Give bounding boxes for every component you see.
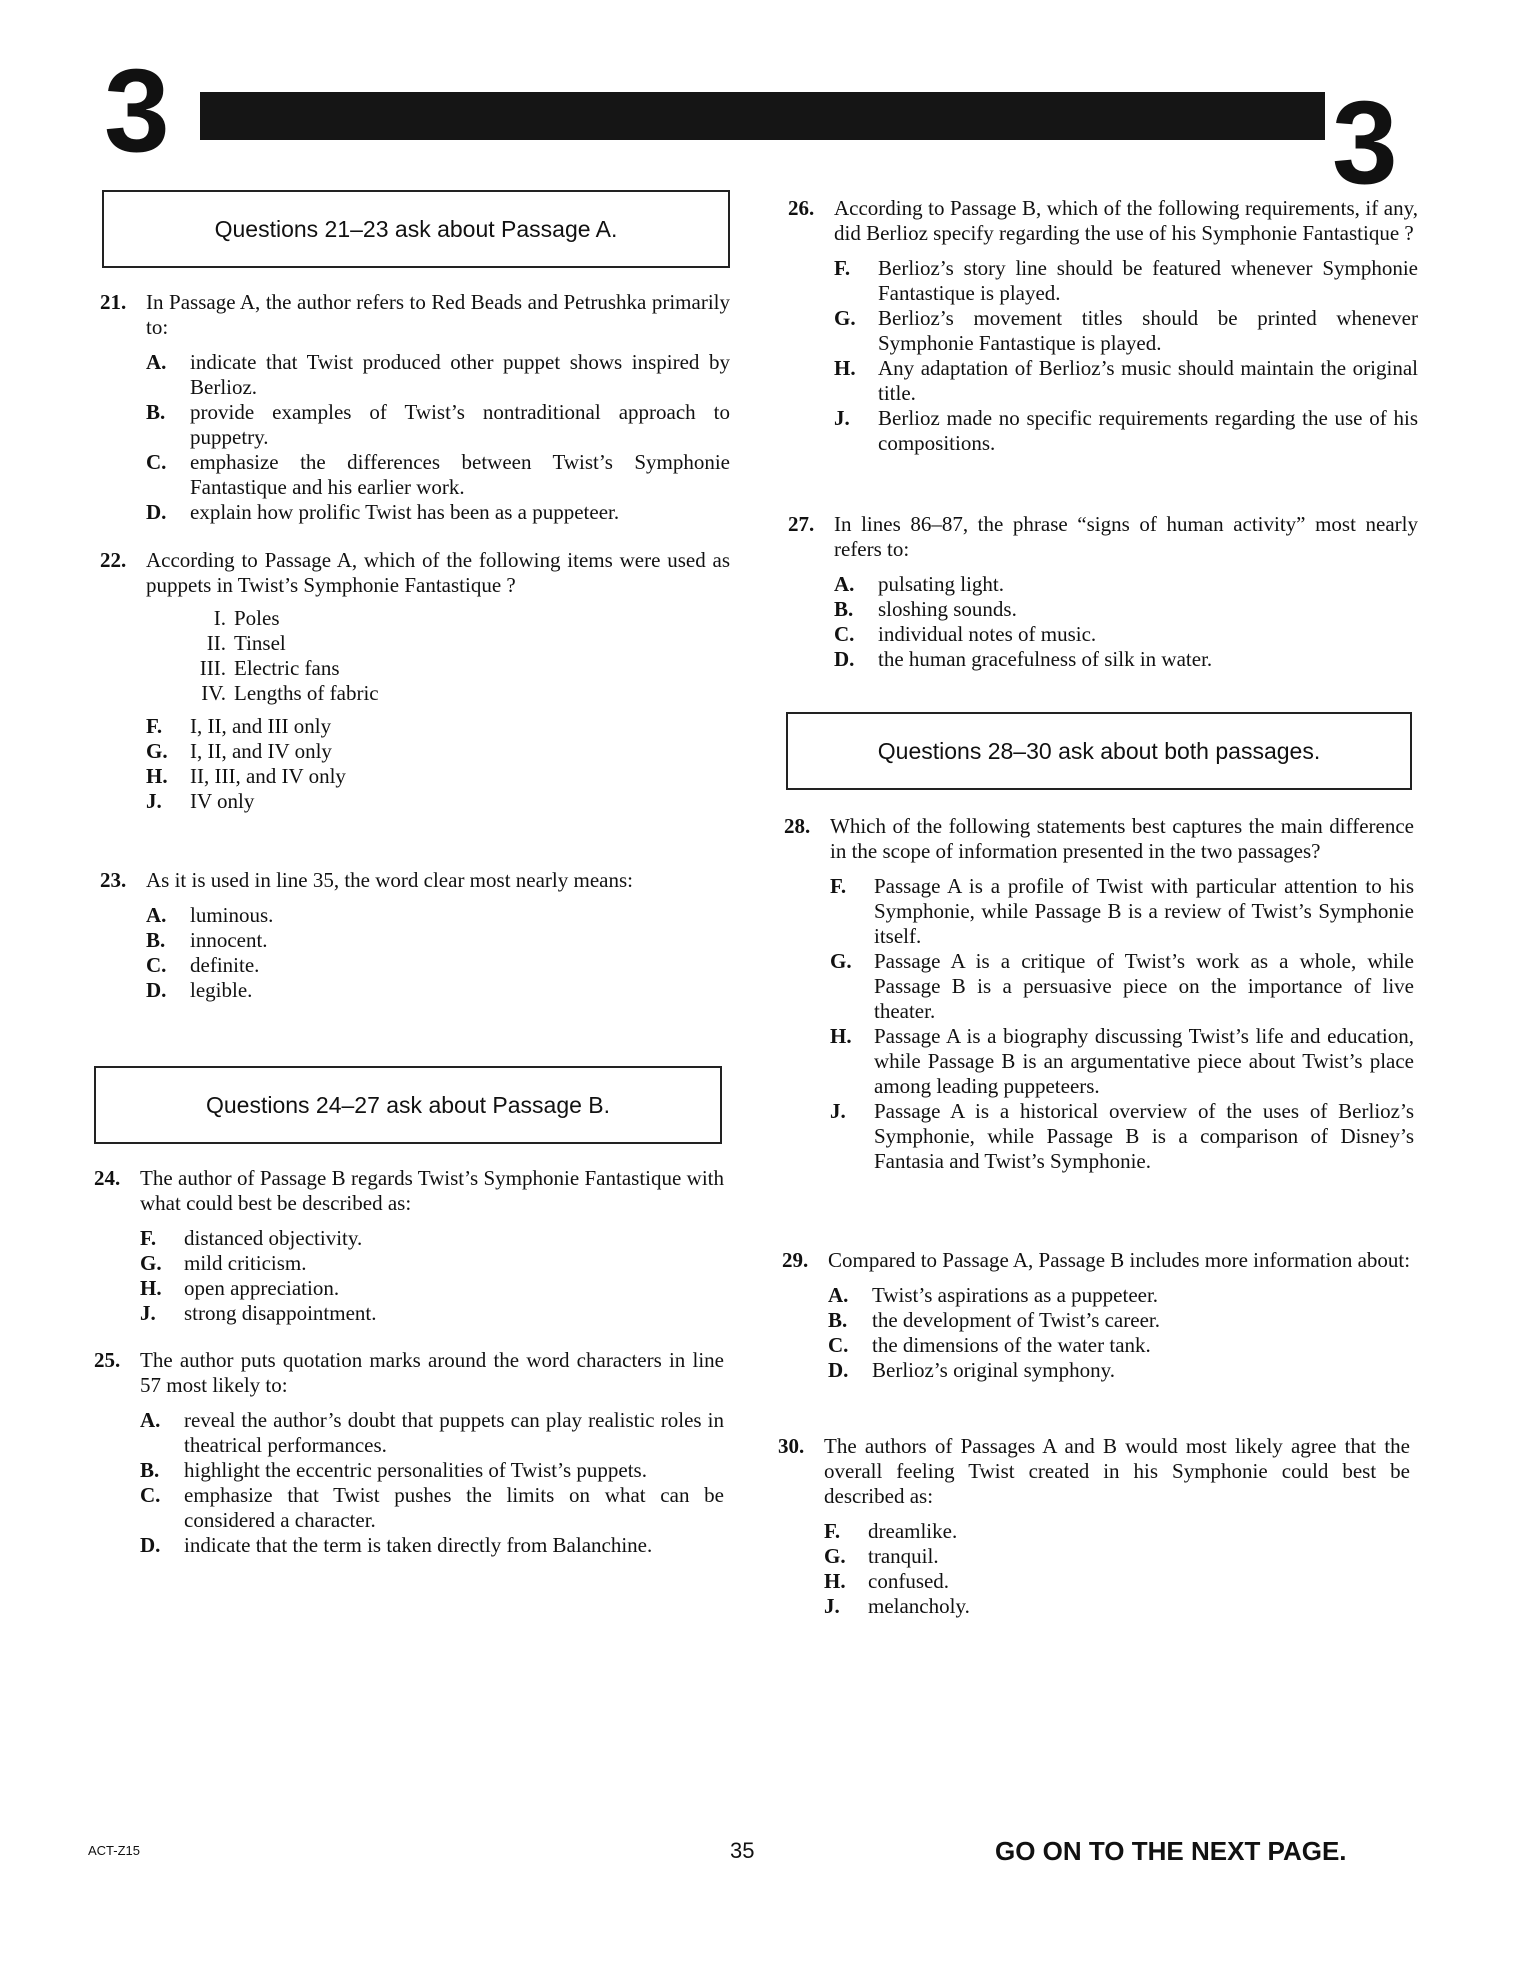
- option-letter: J.: [146, 789, 162, 813]
- option-text: pulsating light.: [878, 572, 1004, 596]
- option-text: emphasize the differences between Twist’s Symphonie Fantastique and his earlier work.: [190, 450, 730, 499]
- answer-option[interactable]: [140, 1276, 724, 1301]
- option-letter: F.: [140, 1226, 157, 1250]
- option-letter: F.: [824, 1519, 841, 1543]
- answer-option[interactable]: [828, 1358, 1412, 1383]
- option-letter: H.: [146, 764, 168, 788]
- option-letter: B.: [146, 928, 166, 952]
- question-stem: In Passage A, the author refers to Red Beads and Petrushka primarily to:: [146, 290, 730, 339]
- question-24: [94, 1166, 724, 1326]
- question-stem: According to Passage B, which of the following requirements, if any, did Berlioz specify regarding the use of his Symphonie Fantastique ?: [834, 196, 1418, 245]
- option-letter: H.: [830, 1024, 852, 1048]
- question-number: 25.: [94, 1348, 121, 1372]
- option-text: Berlioz’s story line should be featured whenever Symphonie Fantastique is played.: [878, 256, 1418, 305]
- roman-item: III. Electric fans: [199, 656, 340, 680]
- answer-option[interactable]: [140, 1251, 724, 1276]
- question-stem: The author of Passage B regards Twist’s Symphonie Fantastique with what could best be described as:: [140, 1166, 724, 1215]
- option-letter: G.: [140, 1251, 162, 1275]
- answer-option[interactable]: [834, 647, 1418, 672]
- question-stem: The authors of Passages A and B would most likely agree that the overall feeling Twist created in his Symphonie could best be described as:: [824, 1434, 1410, 1508]
- option-text: open appreciation.: [184, 1276, 340, 1300]
- answer-option[interactable]: [824, 1569, 1410, 1594]
- page-number: 35: [730, 1838, 755, 1863]
- answer-option[interactable]: [834, 306, 1418, 356]
- answer-option[interactable]: [834, 622, 1418, 647]
- option-letter: C.: [146, 953, 167, 977]
- option-text: dreamlike.: [868, 1519, 958, 1543]
- option-letter: A.: [828, 1283, 849, 1307]
- option-letter: J.: [830, 1099, 846, 1123]
- answer-option[interactable]: [824, 1544, 1410, 1569]
- option-letter: J.: [824, 1594, 840, 1618]
- option-letter: C.: [146, 450, 167, 474]
- question-28: [784, 814, 1414, 1174]
- roman-list: [186, 606, 730, 706]
- question-30: [778, 1434, 1410, 1619]
- answer-option[interactable]: [140, 1483, 724, 1533]
- answer-option[interactable]: [824, 1519, 1410, 1544]
- question-stem: According to Passage A, which of the following items were used as puppets in Twist’s Symphonie Fantastique ?: [146, 548, 730, 597]
- section-number-right: 3: [1332, 77, 1398, 209]
- answer-option[interactable]: [140, 1301, 724, 1326]
- option-text: IV only: [190, 789, 255, 813]
- option-letter: G.: [834, 306, 856, 330]
- answer-option[interactable]: [146, 764, 730, 789]
- question-number: 28.: [784, 814, 811, 838]
- answer-option[interactable]: [146, 789, 730, 814]
- option-letter: D.: [828, 1358, 849, 1382]
- question-number: 21.: [100, 290, 127, 314]
- question-22: [100, 548, 730, 814]
- option-letter: D.: [146, 978, 167, 1002]
- answer-option[interactable]: [140, 1226, 724, 1251]
- answer-option[interactable]: [146, 953, 730, 978]
- answer-option[interactable]: [828, 1308, 1412, 1333]
- both-passages-box: Questions 28–30 ask about both passages.: [786, 712, 1412, 790]
- section-number-left: 3: [104, 45, 170, 177]
- option-letter: D.: [146, 500, 167, 524]
- roman-item: II. Tinsel: [206, 631, 286, 655]
- question-stem: Which of the following statements best captures the main difference in the scope of information presented in the two passages?: [830, 814, 1414, 863]
- option-letter: F.: [830, 874, 847, 898]
- section-header-bar: [200, 92, 1325, 140]
- answer-option[interactable]: [830, 1099, 1414, 1174]
- question-26: [788, 196, 1418, 456]
- roman-item: IV. Lengths of fabric: [201, 681, 379, 705]
- question-stem: In lines 86–87, the phrase “signs of human activity” most nearly refers to:: [834, 512, 1418, 561]
- answer-option[interactable]: [828, 1283, 1412, 1308]
- option-text: Berlioz made no specific requirements regarding the use of his compositions.: [878, 406, 1418, 455]
- answer-option[interactable]: [140, 1458, 724, 1483]
- option-text: emphasize that Twist pushes the limits on what can be considered a character.: [184, 1483, 724, 1532]
- answer-option[interactable]: [830, 874, 1414, 949]
- option-text: distanced objectivity.: [184, 1226, 363, 1250]
- question-number: 26.: [788, 196, 815, 220]
- answer-option[interactable]: [146, 400, 730, 450]
- option-text: the human gracefulness of silk in water.: [878, 647, 1213, 671]
- option-text: Passage A is a critique of Twist’s work as a whole, while Passage B is a persuasive piece on the importance of live theater.: [874, 949, 1414, 1023]
- roman-item: I. Poles: [213, 606, 280, 630]
- option-text: luminous.: [190, 903, 274, 927]
- form-code: ACT-Z15: [88, 1843, 141, 1858]
- answer-option[interactable]: [146, 978, 730, 1003]
- option-text: indicate that Twist produced other puppet shows inspired by Berlioz.: [190, 350, 730, 399]
- option-text: definite.: [190, 953, 260, 977]
- option-text: the development of Twist’s career.: [872, 1308, 1160, 1332]
- answer-option[interactable]: [146, 739, 730, 764]
- option-letter: C.: [828, 1333, 849, 1357]
- option-letter: G.: [830, 949, 852, 973]
- answer-option[interactable]: [828, 1333, 1412, 1358]
- option-text: indicate that the term is taken directly from Balanchine.: [184, 1533, 653, 1557]
- option-text: strong disappointment.: [184, 1301, 377, 1325]
- option-text: I, II, and III only: [190, 714, 332, 738]
- next-page-notice: GO ON TO THE NEXT PAGE.: [995, 1836, 1347, 1866]
- answer-option[interactable]: [834, 597, 1418, 622]
- option-text: Berlioz’s original symphony.: [872, 1358, 1116, 1382]
- answer-option[interactable]: [830, 1024, 1414, 1099]
- question-stem: The author puts quotation marks around the word characters in line 57 most likely to:: [140, 1348, 724, 1397]
- option-text: reveal the author’s doubt that puppets can play realistic roles in theatrical performances.: [184, 1408, 724, 1457]
- question-27: [788, 512, 1418, 672]
- option-text: Passage A is a biography discussing Twist’s life and education, while Passage B is an argumentative piece about Twist’s place among leading puppeteers.: [874, 1024, 1414, 1098]
- option-letter: A.: [834, 572, 855, 596]
- question-25: [94, 1348, 724, 1558]
- answer-option[interactable]: [824, 1594, 1410, 1619]
- option-text: II, III, and IV only: [190, 764, 346, 788]
- option-letter: A.: [146, 350, 167, 374]
- option-letter: B.: [146, 400, 166, 424]
- answer-option[interactable]: [834, 256, 1418, 306]
- option-letter: H.: [834, 356, 856, 380]
- option-letter: J.: [834, 406, 850, 430]
- answer-option[interactable]: [140, 1408, 724, 1458]
- option-letter: C.: [140, 1483, 161, 1507]
- option-letter: G.: [824, 1544, 846, 1568]
- question-number: 29.: [782, 1248, 809, 1272]
- option-letter: B.: [140, 1458, 160, 1482]
- option-letter: H.: [140, 1276, 162, 1300]
- option-letter: F.: [146, 714, 163, 738]
- option-text: innocent.: [190, 928, 268, 952]
- answer-option[interactable]: [140, 1533, 724, 1558]
- answer-option[interactable]: [830, 949, 1414, 1024]
- question-29: [782, 1248, 1412, 1383]
- option-letter: A.: [140, 1408, 161, 1432]
- question-stem: As it is used in line 35, the word clear most nearly means:: [146, 868, 633, 892]
- question-number: 23.: [100, 868, 127, 892]
- question-number: 22.: [100, 548, 127, 572]
- option-letter: F.: [834, 256, 851, 280]
- option-text: Any adaptation of Berlioz’s music should maintain the original title.: [878, 356, 1418, 405]
- option-text: highlight the eccentric personalities of Twist’s puppets.: [184, 1458, 647, 1482]
- answer-option[interactable]: [146, 350, 730, 400]
- answer-option[interactable]: [146, 714, 730, 739]
- option-text: explain how prolific Twist has been as a puppeteer.: [190, 500, 620, 524]
- option-letter: H.: [824, 1569, 846, 1593]
- answer-option[interactable]: [146, 450, 730, 500]
- option-text: Passage A is a historical overview of the uses of Berlioz’s Symphonie, while Passage B is a comparison of Disney’s Fantasia and Twist’s Symphonie.: [874, 1099, 1414, 1173]
- option-letter: B.: [828, 1308, 848, 1332]
- answer-option[interactable]: [834, 572, 1418, 597]
- option-text: Berlioz’s movement titles should be printed whenever Symphonie Fantastique is played.: [878, 306, 1418, 355]
- question-number: 27.: [788, 512, 815, 536]
- option-text: confused.: [868, 1569, 950, 1593]
- option-letter: C.: [834, 622, 855, 646]
- option-text: provide examples of Twist’s nontraditional approach to puppetry.: [190, 400, 730, 449]
- question-21: [100, 290, 730, 525]
- option-letter: J.: [140, 1301, 156, 1325]
- passage-a-box: Questions 21–23 ask about Passage A.: [102, 190, 730, 268]
- option-text: melancholy.: [868, 1594, 970, 1618]
- option-letter: G.: [146, 739, 168, 763]
- passage-b-box: Questions 24–27 ask about Passage B.: [94, 1066, 722, 1144]
- option-text: mild criticism.: [184, 1251, 307, 1275]
- option-letter: D.: [834, 647, 855, 671]
- answer-option[interactable]: [146, 500, 730, 525]
- question-stem: Compared to Passage A, Passage B includes more information about:: [828, 1248, 1411, 1272]
- answer-option[interactable]: [146, 928, 730, 953]
- option-text: legible.: [190, 978, 253, 1002]
- option-letter: B.: [834, 597, 854, 621]
- answer-option[interactable]: [834, 406, 1418, 456]
- option-text: Passage A is a profile of Twist with particular attention to his Symphonie, while Passage B is a review of Twist’s Symphonie itself.: [874, 874, 1414, 948]
- question-23: [100, 868, 730, 1003]
- question-number: 30.: [778, 1434, 805, 1458]
- option-text: sloshing sounds.: [878, 597, 1017, 621]
- option-letter: A.: [146, 903, 167, 927]
- option-text: tranquil.: [868, 1544, 939, 1568]
- question-number: 24.: [94, 1166, 121, 1190]
- option-text: Twist’s aspirations as a puppeteer.: [872, 1283, 1159, 1307]
- option-text: the dimensions of the water tank.: [872, 1333, 1151, 1357]
- answer-option[interactable]: [834, 356, 1418, 406]
- answer-option[interactable]: [146, 903, 730, 928]
- option-text: I, II, and IV only: [190, 739, 332, 763]
- option-letter: D.: [140, 1533, 161, 1557]
- option-text: individual notes of music.: [878, 622, 1097, 646]
